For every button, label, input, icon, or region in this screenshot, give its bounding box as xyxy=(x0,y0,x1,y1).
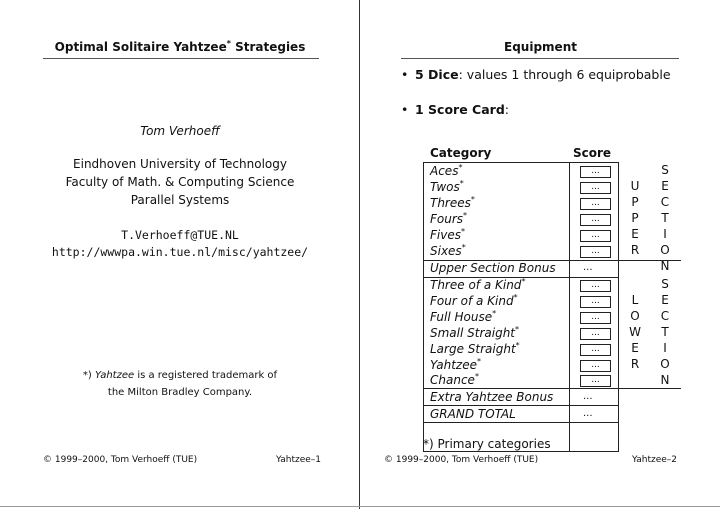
bottom-edge xyxy=(0,506,720,507)
row-aces: Aces* ... xyxy=(423,163,619,180)
affiliation-university: Eindhoven University of Technology xyxy=(73,157,287,171)
score-box[interactable]: ... xyxy=(580,296,611,308)
row-twos: Twos* ... xyxy=(423,179,619,196)
row-fours: Fours* ... xyxy=(423,211,619,228)
row-fives: Fives* ... xyxy=(423,227,619,244)
score-box[interactable]: ... xyxy=(580,198,611,210)
footer-copyright: © 1999–2000, Tom Verhoeff (TUE) xyxy=(43,455,198,465)
score-box[interactable]: ... xyxy=(580,246,611,258)
side-rule-lower xyxy=(619,388,681,389)
score-box[interactable]: ... xyxy=(580,360,611,372)
author-name: Tom Verhoeff xyxy=(140,124,220,138)
row-full-house: Full House* ... xyxy=(423,309,619,326)
website-url[interactable]: http://wwwpa.win.tue.nl/misc/yahtzee/ xyxy=(51,245,309,259)
slide-2-title: Equipment xyxy=(504,40,577,54)
score-box[interactable]: ... xyxy=(580,328,611,340)
row-sixes: Sixes* ... xyxy=(423,243,619,260)
row-grand-total: GRAND TOTAL ... xyxy=(430,407,593,421)
title-end: Strategies xyxy=(230,40,306,54)
score-box[interactable]: ... xyxy=(580,214,611,226)
header-score: Score xyxy=(573,146,612,160)
bullet-score-card: • 1 Score Card: xyxy=(401,102,509,117)
email-address[interactable]: T.Verhoeff@TUE.NL xyxy=(121,228,239,242)
title-mark: * xyxy=(226,39,231,48)
trademark-note-line2: the Milton Bradley Company. xyxy=(107,387,253,398)
footer-page: Yahtzee–1 xyxy=(276,455,322,465)
footer-page-2: Yahtzee–2 xyxy=(632,455,678,465)
row-large-straight: Large Straight* ... xyxy=(423,341,619,358)
title-rule-2 xyxy=(401,58,679,59)
row-threes: Threes* ... xyxy=(423,195,619,212)
row-four-of-a-kind: Four of a Kind* ... xyxy=(423,293,619,310)
trademark-note: *) Yahtzee is a registered trademark of xyxy=(82,370,278,381)
row-yahtzee: Yahtzee* ... xyxy=(423,357,619,374)
affiliation-faculty: Faculty of Math. & Computing Science xyxy=(65,175,295,189)
score-box[interactable]: ... xyxy=(580,280,611,292)
slide-1-title xyxy=(0,40,360,54)
score-box[interactable]: ... xyxy=(580,312,611,324)
row-upper-bonus: Upper Section Bonus ... xyxy=(430,261,593,275)
score-box[interactable]: ... xyxy=(580,375,611,387)
bullet-dice: • 5 Dice: values 1 through 6 equiprobable xyxy=(401,67,671,82)
bullet-dot: • xyxy=(401,102,409,117)
primary-categories-footnote: *) Primary categories xyxy=(423,437,551,451)
row-extra-bonus: Extra Yahtzee Bonus ... xyxy=(430,390,593,404)
row-three-of-a-kind: Three of a Kind* ... xyxy=(423,277,619,294)
title-rule xyxy=(43,58,319,59)
footer-copyright-2: © 1999–2000, Tom Verhoeff (TUE) xyxy=(384,455,539,465)
score-box[interactable]: ... xyxy=(580,230,611,242)
header-category: Category xyxy=(430,146,492,160)
row-small-straight: Small Straight* ... xyxy=(423,325,619,342)
score-box[interactable]: ... xyxy=(580,182,611,194)
title-text: Optimal Solitaire Yahtzee xyxy=(54,40,227,54)
slide-divider xyxy=(359,0,360,509)
score-box[interactable]: ... xyxy=(580,166,611,178)
affiliation-group: Parallel Systems xyxy=(130,193,230,207)
bullet-dot: • xyxy=(401,67,409,82)
row-chance: Chance* ... xyxy=(423,372,619,389)
score-box[interactable]: ... xyxy=(580,344,611,356)
